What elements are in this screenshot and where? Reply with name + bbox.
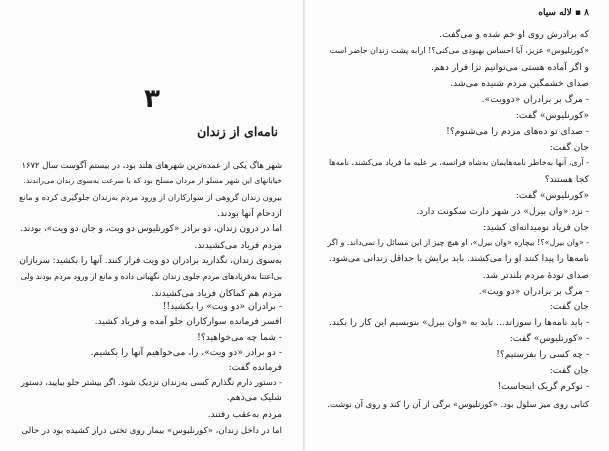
right-page [305,0,609,451]
body-line: «کورنلیوس» گفت: [515,110,589,121]
body-line: اما در درون زندان، دو برادر «کورنلیوس دو ویت، و جان دو ویت»، بودند. [20,224,282,234]
body-line: - باید نامه‌ها را سوزاند... باید به «وان بیرل» بنویسیم این کار را بکند. [328,317,589,328]
body-line: جان فریاد نومیدانه‌ای کشید: [483,222,589,233]
body-line: شلیک می‌دهم. [226,392,282,403]
running-header: ۸ ▪ لاله سیاه [538,8,589,18]
body-line: - دو برادر «دو ویت»، را، می‌خواهیم آنها را بکشیم. [90,347,282,358]
body-line: مردم به‌عقب رفتند. [207,409,282,420]
body-line: فرمانده گفت: [228,362,282,373]
body-line: - آری، آنها به‌خاطر نامه‌هایمان به‌شاه فرانسه، بر علیه ما فریاد می‌کشند، نامه‌ها [329,158,589,167]
body-line: و اگر آماده هستی می‌توانیم تزا فرار دهم. [430,62,589,73]
body-line: بی‌اعتنا به‌فریادهای مردم جلوی زندان نگهبانی داده و مانع از ورود مردم بودند ولی [20,272,282,281]
body-line: صدای خشمگین مردم شنیده می‌شد. [450,78,589,89]
body-line: - برادران «دو ویت» را بکشید!! [162,301,282,312]
body-line: - نزد «وان بیرل» در شهر دارت سکونت دارد. [416,206,589,217]
body-line: «کورنلیوس» گفت: [515,190,589,201]
body-line: به‌سوی زندان، نگذارید برادران دو ویت فرار کنند. آنها را بکشید: سربازان [19,256,282,266]
body-line: بیرون زندان گروهی از سوارکاران از ورود مردم به‌زندان جلوگیری کرده و مانع [19,192,282,202]
body-line: کتابی روی میز سلول بود. «کورنلیوس» برگی از آن را کند و روی آن نوشت. [327,399,589,409]
body-line: - نوکرم گریک اینجاست! [497,381,589,392]
body-line: - دستور دارم نگذارم کسی به‌زندان نزدیک شود. اگر بیشتر جلو بیایید، دستور [20,377,282,387]
body-line: جان گفت: [549,142,589,153]
body-line: مردم فریاد می‌کشیدند. [194,240,282,251]
body-line: مردم هم کماکان فریاد می‌کشیدند. [151,288,282,299]
body-line: کجا هستند؟ [544,174,589,185]
body-line: اما در داخل زندان، «کورنلیوس» بیمار روی تختی دراز کشیده بود در حالی [21,426,282,436]
chapter-title: نامه‌ای از زندان [197,124,278,139]
body-line: جان گفت: [549,301,589,312]
body-line: - «کورنلیوس» گفت: [509,333,589,344]
body-line: جان گفت: [549,365,589,376]
body-line: - چه کسی را بفرستیم؟! [496,349,589,360]
chapter-number: ۳ [144,84,160,114]
body-line: افسر فرمانده سوارکاران جلو آمده و فریاد کشید. [94,316,282,327]
body-line: - مرگ بر برادران «دو ویت». [478,286,589,297]
body-line: صدای تودهٔ مردم بلندتر شد. [482,270,589,281]
body-line: - «وان بیرل»؟! بیچاره «وان بیرل»، او هیچ چیز از این مسائل را نمی‌داند. و اگر [327,238,589,247]
body-line: «کورنلیوس» عزیز، آیا احساس بهبودی می‌کنی؟! ارابه پشت زندان حاضر است [329,46,589,55]
body-line: ازدحام آنها بودند. [217,208,282,219]
body-line: - صدای تو ده‌های مردم را می‌شنوم؟! [446,126,589,137]
body-line: - شما چه می‌خواهید؟! [197,332,282,343]
body-line: که برادرش روی او خم شده و می‌گفت. [439,29,589,40]
body-line: - مرگ بر برادران «دوویت». [481,94,589,105]
left-page [0,0,304,451]
body-line: خیابانهای این شهر مسلو از مردان مسلح بود که با سرعت به‌سوی زندان می‌راندند. [23,176,282,185]
body-line: شهر هاگ یکی از عمده‌ترین شهرهای هلند بود، در بیستم آگوست سال ۱۶۷۲ [21,160,282,170]
body-line: نامه‌ها را پیدا کنند او را می‌کشند. باید برایش یا حداقل زندانی می‌شود. [328,254,589,264]
